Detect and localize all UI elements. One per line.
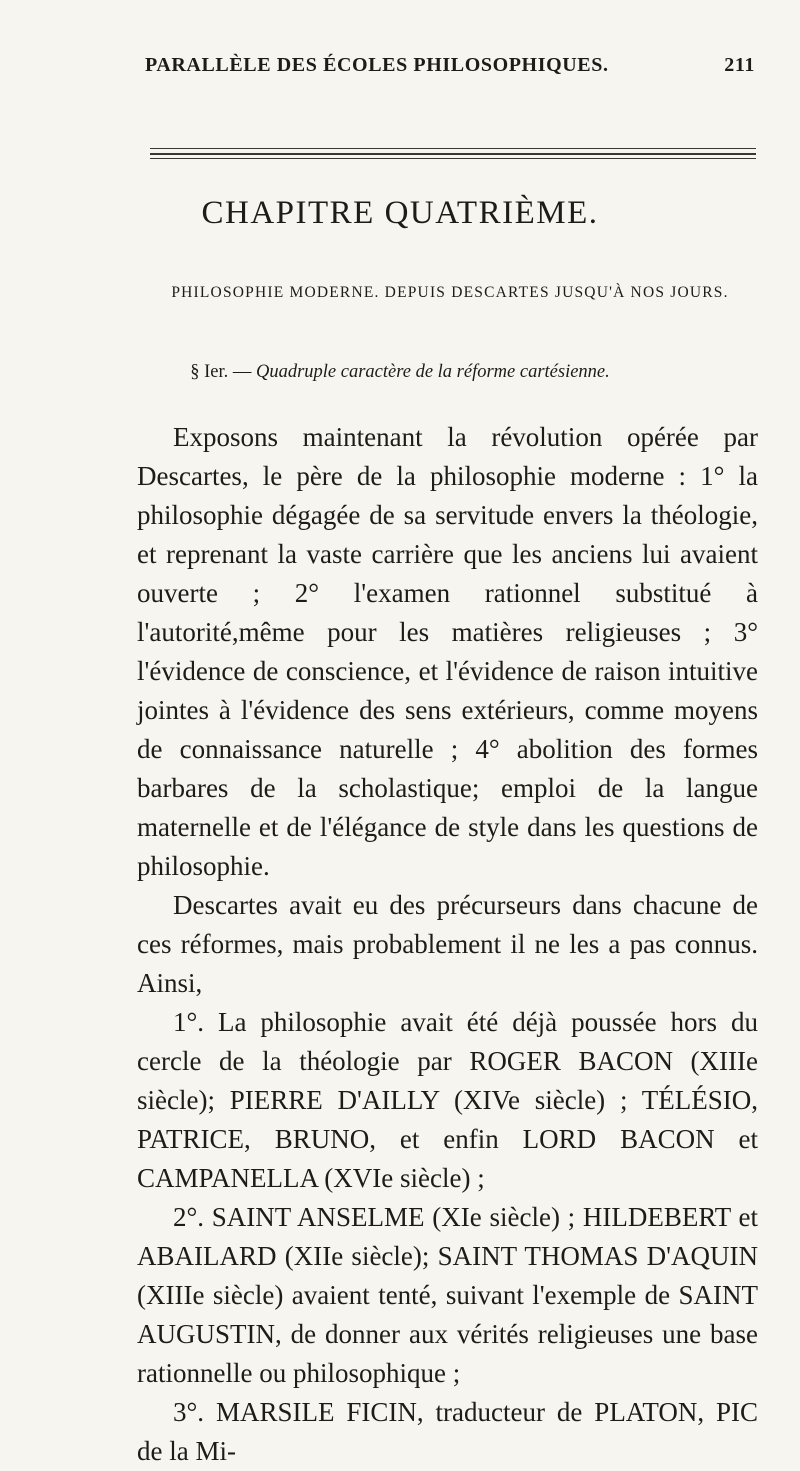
paragraph: Descartes avait eu des précurseurs dans chacune de ces réformes, mais probablement il ne les a pas connus. Ainsi, [137, 890, 758, 998]
header-rule [150, 148, 756, 149]
chapter-subtitle: PHILOSOPHIE MODERNE. DEPUIS DESCARTES JUSQU'À NOS JOURS. [171, 284, 729, 301]
paragraph: 2°. SAINT ANSELME (XIe siècle) ; HILDEBERT et ABAILARD (XIIe siècle); SAINT THOMAS D'AQUIN (XIIIe siècle) avaient tenté, suivant l'exemple de SAINT AUGUSTIN, de donner aux vérités religieuses une base rationnelle ou philosophique ; [137, 1202, 758, 1388]
running-head [145, 54, 755, 80]
paragraph: Exposons maintenant la révolution opérée par Descartes, le père de la philosophie moderne : 1° la philosophie dégagée de sa servitude envers la théologie, et reprenant la vaste carrière que les anciens lui avaient ouverte ; 2° l'examen rationnel substitué à l'autorité,même pour les matières religieuses ; 3° l'évidence de conscience, et l'évidence de raison intuitive jointes à l'évidence des sens extérieurs, comme moyens de connaissance naturelle ; 4° abolition des formes barbares de la scholastique; emploi de la langue maternelle et de l'élégance de style dans les questions de philosophie. [137, 422, 758, 881]
body-text [137, 418, 758, 1471]
paragraph: 3°. MARSILE FICIN, traducteur de PLATON, PIC de la Mi- [137, 1397, 758, 1466]
paragraph: 1°. La philosophie avait été déjà poussée hors du cercle de la théologie par ROGER BACON (XIIIe siècle); PIERRE D'AILLY (XIVe siècle) ; TÉLÉSIO, PATRICE, BRUNO, et enfin LORD BACON et CAMPANELLA (XVIe siècle) ; [137, 1007, 758, 1193]
running-title: PARALLÈLE DES ÉCOLES PHILOSOPHIQUES. [145, 54, 609, 76]
header-rule [150, 158, 756, 159]
section-heading [0, 362, 800, 383]
section-title: Quadruple caractère de la réforme cartésienne. [255, 362, 610, 382]
chapter-title: CHAPITRE QUATRIÈME. [201, 195, 599, 231]
header-rule [150, 153, 756, 155]
page-number: 211 [724, 54, 755, 76]
section-reference: § Ier. — [190, 362, 252, 382]
